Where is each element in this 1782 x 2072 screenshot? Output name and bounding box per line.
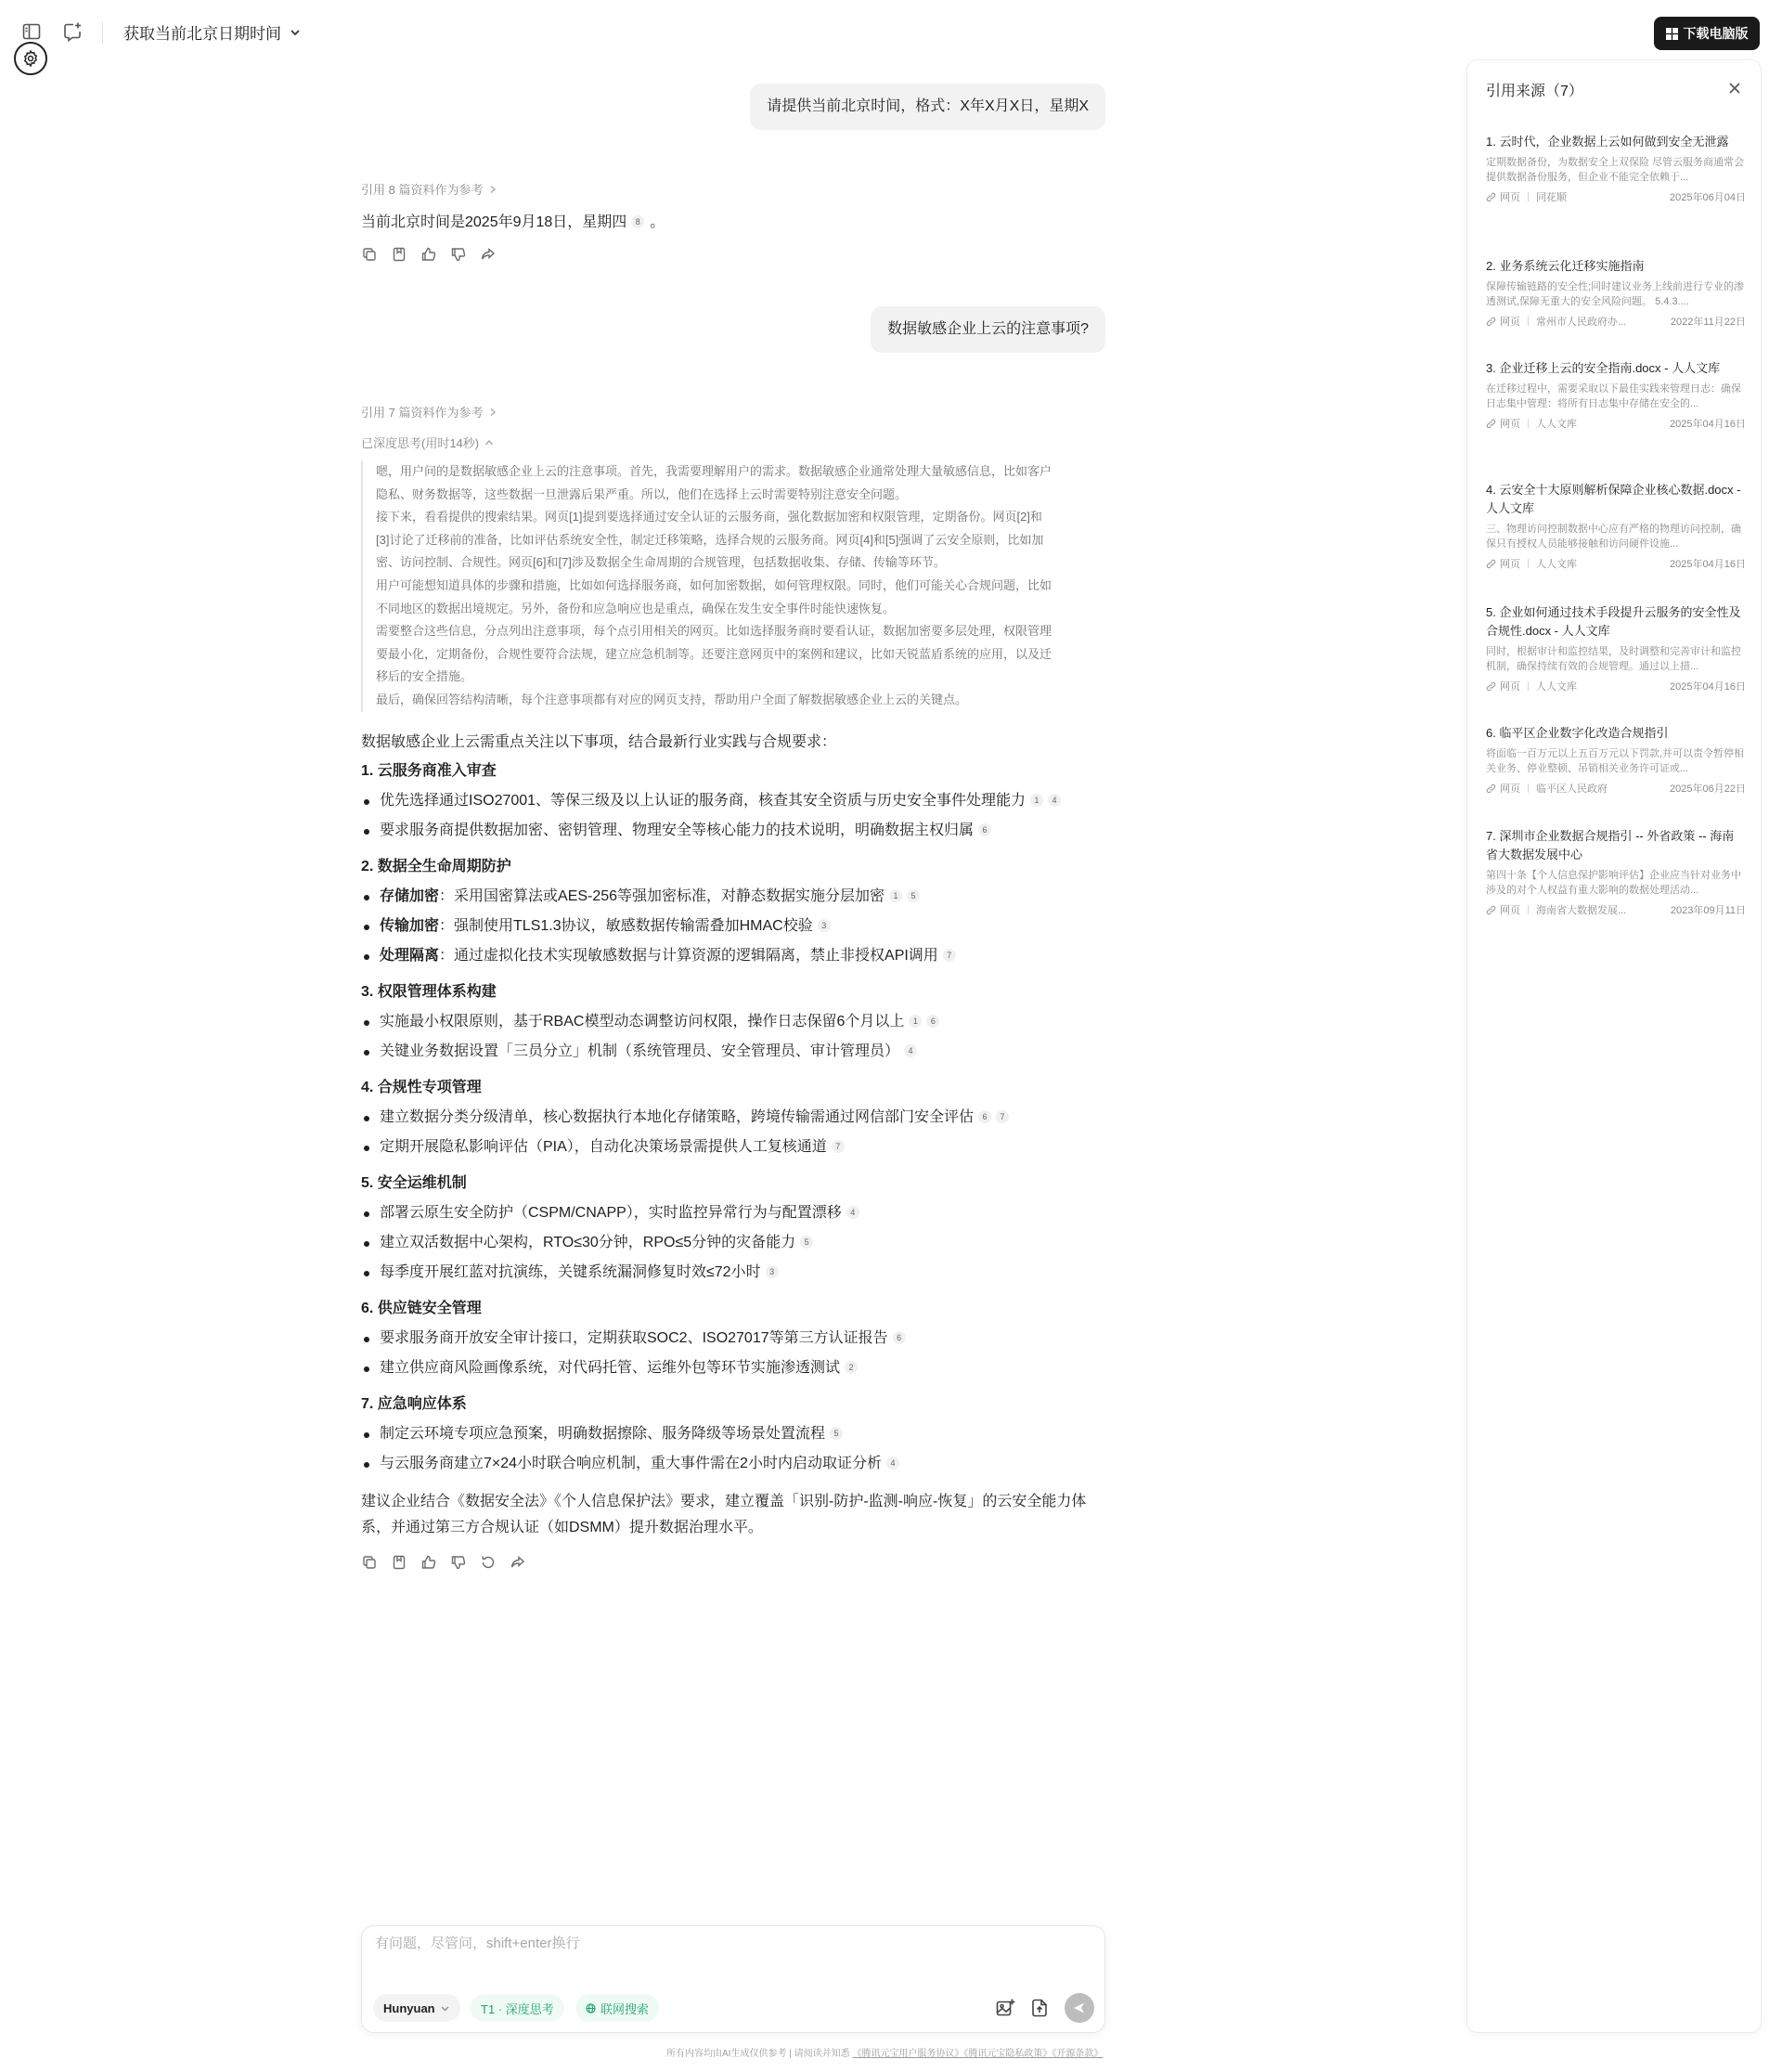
sources-panel xyxy=(1466,59,1762,2033)
source-type: 网页 xyxy=(1500,317,1520,328)
source-snippet: 在迁移过程中，需要采取以下最佳实践来管理日志：确保日志集中管理：将所有日志集中存储在安全的... xyxy=(1486,383,1741,409)
list-item xyxy=(361,1450,1105,1480)
open-source-link[interactable]: 《开源条款》 xyxy=(1052,2049,1104,2059)
source-site: 人人文库 xyxy=(1536,559,1577,570)
list-item xyxy=(361,1199,1105,1229)
item-text: ：采用国密算法或AES-256等强加密标准，对静态数据实施分层加密 xyxy=(439,888,885,904)
list-item xyxy=(361,787,1105,817)
answer-sections xyxy=(361,759,1105,1480)
citation-badge[interactable]: 4 xyxy=(886,1457,899,1470)
item-text: 定期开展隐私影响评估（PIA），自动化决策场景需提供人工复核通道 xyxy=(380,1139,827,1155)
terms-link[interactable]: 《腾讯元宝用户服务协议》 xyxy=(852,2049,964,2059)
source-meta xyxy=(1486,189,1746,204)
divider xyxy=(1528,419,1529,428)
source-type: 网页 xyxy=(1500,783,1520,795)
source-site: 常州市人民政府办... xyxy=(1536,317,1627,328)
footer-disclaimer xyxy=(666,2045,1103,2059)
source-item[interactable] xyxy=(1486,603,1746,693)
link-icon xyxy=(1486,681,1496,692)
chevron-right-icon xyxy=(488,185,497,194)
list-item xyxy=(361,913,1105,942)
references-label: 引用 8 篇资料作为参考 xyxy=(361,183,484,197)
share-icon[interactable] xyxy=(480,246,497,263)
section-heading: 4. 合规性专项管理 xyxy=(361,1080,482,1095)
source-title[interactable]: 7. 深圳市企业数据合规指引 -- 外省政策 -- 海南省大数据发展中心 xyxy=(1486,829,1735,861)
citation-badge[interactable]: 6 xyxy=(926,1015,939,1028)
model-selector[interactable] xyxy=(373,1994,460,2022)
list-item xyxy=(361,1259,1105,1289)
source-type: 网页 xyxy=(1500,905,1520,916)
assistant-answer xyxy=(361,210,665,231)
user-message: 请提供当前北京时间，格式：X年X月X日，星期X xyxy=(750,84,1105,130)
item-text: 与云服务商建立7×24小时联合响应机制，重大事件需在2小时内启动取证分析 xyxy=(380,1456,882,1471)
bookmark-icon[interactable] xyxy=(391,246,407,263)
privacy-link[interactable]: 《腾讯元宝隐私政策》 xyxy=(963,2049,1052,2059)
item-text: 制定云环境专项应急预案，明确数据擦除、服务降级等场景处置流程 xyxy=(380,1426,826,1442)
thinking-line: [3]讨论了迁移前的准备，比如评估系统安全性，制定迁移策略，选择合规的云服务商。网页[4]和[5]强调了云安全原则，比如加 xyxy=(376,532,1044,547)
message-composer xyxy=(361,1925,1105,2033)
item-text: ：通过虚拟化技术实现敏感数据与计算资源的逻辑隔离，禁止非授权API调用 xyxy=(439,948,938,964)
source-title[interactable]: 2. 业务系统云化迁移实施指南 xyxy=(1486,259,1645,273)
source-snippet: 将面临一百万元以上五百万元以下罚款,并可以责令暂停相关业务、停业整顿、吊销相关业务许可证或... xyxy=(1486,748,1745,774)
source-site: 同花顺 xyxy=(1536,192,1567,203)
divider xyxy=(102,21,103,44)
citation-badge[interactable]: 8 xyxy=(631,215,644,228)
section-heading: 7. 应急响应体系 xyxy=(361,1396,467,1412)
chat-input[interactable] xyxy=(375,1936,1080,1951)
item-text: 要求服务商开放安全审计接口，定期获取SOC2、ISO27017等第三方认证报告 xyxy=(380,1330,888,1346)
download-label: 下载电脑版 xyxy=(1683,26,1749,41)
citation-badge[interactable]: 1 xyxy=(889,889,902,902)
item-label: 处理隔离 xyxy=(380,948,440,964)
share-icon[interactable] xyxy=(510,1554,526,1571)
source-site: 海南省大数据发展... xyxy=(1536,905,1627,916)
source-snippet: 三、物理访问控制数据中心应有严格的物理访问控制，确保只有授权人员能够接触和访问硬件设施... xyxy=(1486,524,1741,550)
bookmark-icon[interactable] xyxy=(391,1554,407,1571)
source-meta xyxy=(1486,679,1746,693)
section-heading: 3. 权限管理体系构建 xyxy=(361,984,497,1000)
source-item[interactable] xyxy=(1486,827,1746,917)
source-meta xyxy=(1486,314,1746,329)
source-snippet: 保障传输链路的安全性;同时建议业务上线前进行专业的渗透测试,保障无重大的安全风险问题。 5.4.3.... xyxy=(1486,281,1745,307)
list-item xyxy=(361,1008,1105,1038)
item-text: 建立数据分类分级清单，核心数据执行本地化存储策略，跨境传输需通过网信部门安全评估 xyxy=(380,1109,975,1125)
list-item xyxy=(361,883,1105,913)
source-date: 2025年06月22日 xyxy=(1670,783,1746,795)
citation-badge[interactable]: 6 xyxy=(978,1110,991,1123)
source-title[interactable]: 3. 企业迁移上云的安全指南.docx - 人人文库 xyxy=(1486,361,1721,375)
citation-badge[interactable]: 4 xyxy=(846,1206,859,1219)
citation-badge[interactable]: 7 xyxy=(943,949,956,962)
thinking-line: 嗯，用户问的是数据敏感企业上云的注意事项。首先，我需要理解用户的需求。数据敏感企业通常处理大量敏感信息，比如客户 xyxy=(376,464,1052,478)
source-site: 人人文库 xyxy=(1536,419,1577,430)
source-title[interactable]: 4. 云安全十大原则解析保障企业核心数据.docx - 人人文库 xyxy=(1486,483,1741,515)
assistant-answer xyxy=(361,730,1105,1571)
sidebar-toggle-icon[interactable] xyxy=(20,20,43,43)
send-button[interactable] xyxy=(1065,1993,1094,2023)
source-meta xyxy=(1486,902,1746,917)
citation-badge[interactable]: 1 xyxy=(909,1015,922,1028)
divider xyxy=(1528,192,1529,201)
deep-think-label: T1 · 深度思考 xyxy=(481,2001,554,2016)
list-item xyxy=(361,942,1105,972)
deep-thinking-toggle[interactable] xyxy=(361,434,494,451)
thinking-content xyxy=(361,460,1105,712)
references-link[interactable] xyxy=(361,180,497,198)
panel-title: 引用来源（7） xyxy=(1486,84,1583,99)
source-site: 人人文库 xyxy=(1536,681,1577,693)
section-heading: 5. 安全运维机制 xyxy=(361,1175,467,1191)
source-item[interactable] xyxy=(1486,133,1746,204)
source-date: 2025年04月16日 xyxy=(1670,559,1746,570)
citation-badge[interactable]: 5 xyxy=(830,1427,843,1440)
link-icon xyxy=(1486,783,1496,794)
divider xyxy=(1528,783,1529,793)
model-label: Hunyuan xyxy=(383,2001,435,2015)
list-item xyxy=(361,1104,1105,1133)
references-link[interactable] xyxy=(361,403,497,421)
item-text: 要求服务商提供数据加密、密钥管理、物理安全等核心能力的技术说明，明确数据主权归属 xyxy=(380,822,975,838)
web-search-toggle[interactable] xyxy=(575,1994,659,2022)
item-text: ：强制使用TLS1.3协议，敏感数据传输需叠加HMAC校验 xyxy=(439,918,813,934)
windows-icon xyxy=(1666,28,1678,40)
thinking-line: 需要整合这些信息，分点列出注意事项，每个点引用相关的网页。比如选择服务商时要看认证，数据加密要多层处理，权限管理 xyxy=(376,624,1052,639)
link-icon xyxy=(1486,419,1496,429)
references-label: 引用 7 篇资料作为参考 xyxy=(361,406,484,420)
source-item[interactable] xyxy=(1486,359,1746,431)
item-text: 每季度开展红蓝对抗演练，关键系统漏洞修复时效≤72小时 xyxy=(380,1264,761,1280)
citation-badge[interactable]: 5 xyxy=(800,1236,813,1249)
source-title[interactable]: 5. 企业如何通过技术手段提升云服务的安全性及合规性.docx - 人人文库 xyxy=(1486,605,1741,638)
section-heading: 2. 数据全生命周期防护 xyxy=(361,859,511,874)
thinking-line: 不同地区的数据出境规定。另外，备份和应急响应也是重点，确保在发生安全事件时能快速恢复。 xyxy=(376,601,896,615)
section-heading: 1. 云服务商准入审查 xyxy=(361,763,497,779)
link-icon xyxy=(1486,559,1496,569)
source-site: 临平区人民政府 xyxy=(1536,783,1608,795)
thinking-line: 最后，确保回答结构清晰，每个注意事项都有对应的网页支持，帮助用户全面了解数据敏感企业上云的关键点。 xyxy=(376,692,968,706)
citation-badge[interactable]: 7 xyxy=(996,1110,1009,1123)
list-item xyxy=(361,1038,1105,1068)
list-item xyxy=(361,1133,1105,1163)
close-icon[interactable] xyxy=(1727,81,1742,96)
divider xyxy=(1528,559,1529,568)
source-date: 2025年04月16日 xyxy=(1670,419,1746,430)
item-label: 存储加密 xyxy=(380,888,440,904)
item-text: 建立双活数据中心架构，RTO≤30分钟，RPO≤5分钟的灾备能力 xyxy=(380,1235,796,1250)
disclaimer-text: 所有内容均由AI生成仅供参考 | 请阅读并知悉 xyxy=(666,2049,850,2059)
citation-badge[interactable]: 1 xyxy=(1030,794,1043,807)
source-date: 2025年06月04日 xyxy=(1670,192,1746,203)
copy-icon[interactable] xyxy=(361,1554,378,1571)
source-title[interactable]: 6. 临平区企业数字化改造合规指引 xyxy=(1486,726,1669,740)
source-date: 2022年11月22日 xyxy=(1670,317,1746,328)
item-text: 部署云原生安全防护（CSPM/CNAPP），实时监控异常行为与配置漂移 xyxy=(380,1205,842,1221)
web-search-label: 联网搜索 xyxy=(600,2001,650,2016)
item-text: 建立供应商风险画像系统，对代码托管、运维外包等环节实施渗透测试 xyxy=(380,1360,841,1376)
source-item[interactable] xyxy=(1486,257,1746,329)
citation-badge[interactable]: 5 xyxy=(907,889,920,902)
globe-icon xyxy=(586,2003,596,2014)
link-icon xyxy=(1486,905,1496,915)
chevron-down-icon xyxy=(289,26,302,39)
chevron-down-icon xyxy=(440,2003,450,2014)
citation-badge[interactable]: 4 xyxy=(904,1044,917,1057)
regenerate-icon[interactable] xyxy=(480,1554,497,1571)
divider xyxy=(1528,681,1529,691)
source-item[interactable] xyxy=(1486,481,1746,571)
item-text: 关键业务数据设置「三员分立」机制（系统管理员、安全管理员、审计管理员） xyxy=(380,1043,900,1059)
answer-end: 。 xyxy=(650,214,665,230)
thinking-line: 移后的安全措施。 xyxy=(376,669,473,684)
new-chat-icon[interactable] xyxy=(61,20,84,43)
divider xyxy=(1528,905,1529,914)
citation-badge[interactable]: 3 xyxy=(818,919,831,932)
deep-think-toggle[interactable] xyxy=(471,1994,564,2022)
citation-badge[interactable]: 6 xyxy=(978,823,991,836)
answer-closing: 建议企业结合《数据安全法》《个人信息保护法》要求，建立覆盖「识别-防护-监测-响应-恢复」的云安全能力体系，并通过第三方合规认证（如DSMM）提升数据治理水平。 xyxy=(361,1494,1087,1535)
source-snippet: 定期数据备份，为数据安全上双保险 尽管云服务商通常会提供数据备份服务，但企业不能完全依赖于... xyxy=(1486,157,1745,183)
source-type: 网页 xyxy=(1500,681,1520,693)
list-item xyxy=(361,1229,1105,1259)
source-meta xyxy=(1486,781,1746,796)
source-title[interactable]: 1. 云时代，企业数据上云如何做到安全无泄露 xyxy=(1486,135,1729,149)
thinking-label: 已深度思考(用时14秒) xyxy=(361,436,480,450)
chat-title-dropdown[interactable] xyxy=(123,20,302,44)
citation-badge[interactable]: 3 xyxy=(766,1265,779,1278)
citation-badge[interactable]: 6 xyxy=(893,1331,906,1344)
download-desktop-button[interactable] xyxy=(1654,17,1760,50)
list-item xyxy=(361,1325,1105,1354)
source-snippet: 同时，根据审计和监控结果，及时调整和完善审计和监控机制，确保持续有效的合规管理。通过以上措... xyxy=(1486,646,1741,672)
thinking-line: 用户可能想知道具体的步骤和措施，比如如何选择服务商，如何加密数据，如何管理权限。同时，他们可能关心合规问题，比如 xyxy=(376,577,1052,592)
source-type: 网页 xyxy=(1500,559,1520,570)
answer-text: 当前北京时间是2025年9月18日，星期四 xyxy=(361,214,627,230)
thumbs-up-icon[interactable] xyxy=(420,1554,437,1571)
message-actions xyxy=(361,246,497,263)
section-heading: 6. 供应链安全管理 xyxy=(361,1301,482,1316)
thinking-line: 密、访问控制、合规性。网页[6]和[7]涉及数据全生命周期的合规管理，包括数据收集、存储、传输等环节。 xyxy=(376,555,946,570)
source-type: 网页 xyxy=(1500,419,1520,430)
thinking-line: 要最小化，定期备份，合规性要符合法规，建立应急机制等。还要注意网页中的案例和建议，比如天锐蓝盾系统的应用，以及迁 xyxy=(376,646,1052,661)
thumbs-down-icon[interactable] xyxy=(450,1554,467,1571)
citation-badge[interactable]: 4 xyxy=(1048,794,1061,807)
item-text: 实施最小权限原则，基于RBAC模型动态调整访问权限，操作日志保留6个月以上 xyxy=(380,1014,905,1030)
source-type: 网页 xyxy=(1500,192,1520,203)
file-upload-icon[interactable] xyxy=(1028,1997,1051,2019)
copy-icon[interactable] xyxy=(361,246,378,263)
settings-button[interactable] xyxy=(14,42,47,75)
answer-intro: 数据敏感企业上云需重点关注以下事项，结合最新行业实践与合规要求： xyxy=(361,734,837,750)
source-date: 2025年04月16日 xyxy=(1670,681,1746,693)
citation-badge[interactable]: 2 xyxy=(845,1361,858,1374)
source-meta xyxy=(1486,556,1746,571)
source-snippet: 第四十条【个人信息保护影响评估】企业应当针对业务中涉及的对个人权益有重大影响的数据处理活动... xyxy=(1486,870,1741,896)
thumbs-down-icon[interactable] xyxy=(450,246,467,263)
send-arrow-icon xyxy=(1072,2001,1087,2015)
chevron-right-icon xyxy=(488,408,497,417)
source-item[interactable] xyxy=(1486,724,1746,796)
link-icon xyxy=(1486,317,1496,327)
list-item xyxy=(361,1420,1105,1450)
thumbs-up-icon[interactable] xyxy=(420,246,437,263)
image-upload-icon[interactable] xyxy=(994,1997,1016,2019)
item-label: 传输加密 xyxy=(380,918,440,934)
source-date: 2023年09月11日 xyxy=(1670,905,1746,916)
divider xyxy=(1528,317,1529,326)
user-message: 数据敏感企业上云的注意事项? xyxy=(871,306,1105,353)
message-actions xyxy=(361,1554,1105,1571)
gear-icon xyxy=(21,49,40,68)
citation-badge[interactable]: 7 xyxy=(832,1140,845,1153)
thinking-line: 隐私、财务数据等，这些数据一旦泄露后果严重。所以，他们在选择上云时需要特别注意安全问题。 xyxy=(376,486,908,501)
source-meta xyxy=(1486,416,1746,431)
thinking-line: 接下来，看看提供的搜索结果。网页[1]提到要选择通过安全认证的云服务商，强化数据加密和权限管理，定期备份。网页[2]和 xyxy=(376,510,1042,524)
top-bar xyxy=(0,0,1782,65)
chevron-up-icon xyxy=(484,438,494,447)
list-item xyxy=(361,1354,1105,1384)
chat-title: 获取当前北京日期时间 xyxy=(123,25,281,43)
link-icon xyxy=(1486,192,1496,202)
item-text: 优先选择通过ISO27001、等保三级及以上认证的服务商，核查其安全资质与历史安全事件处理能力 xyxy=(380,793,1027,809)
list-item xyxy=(361,817,1105,847)
